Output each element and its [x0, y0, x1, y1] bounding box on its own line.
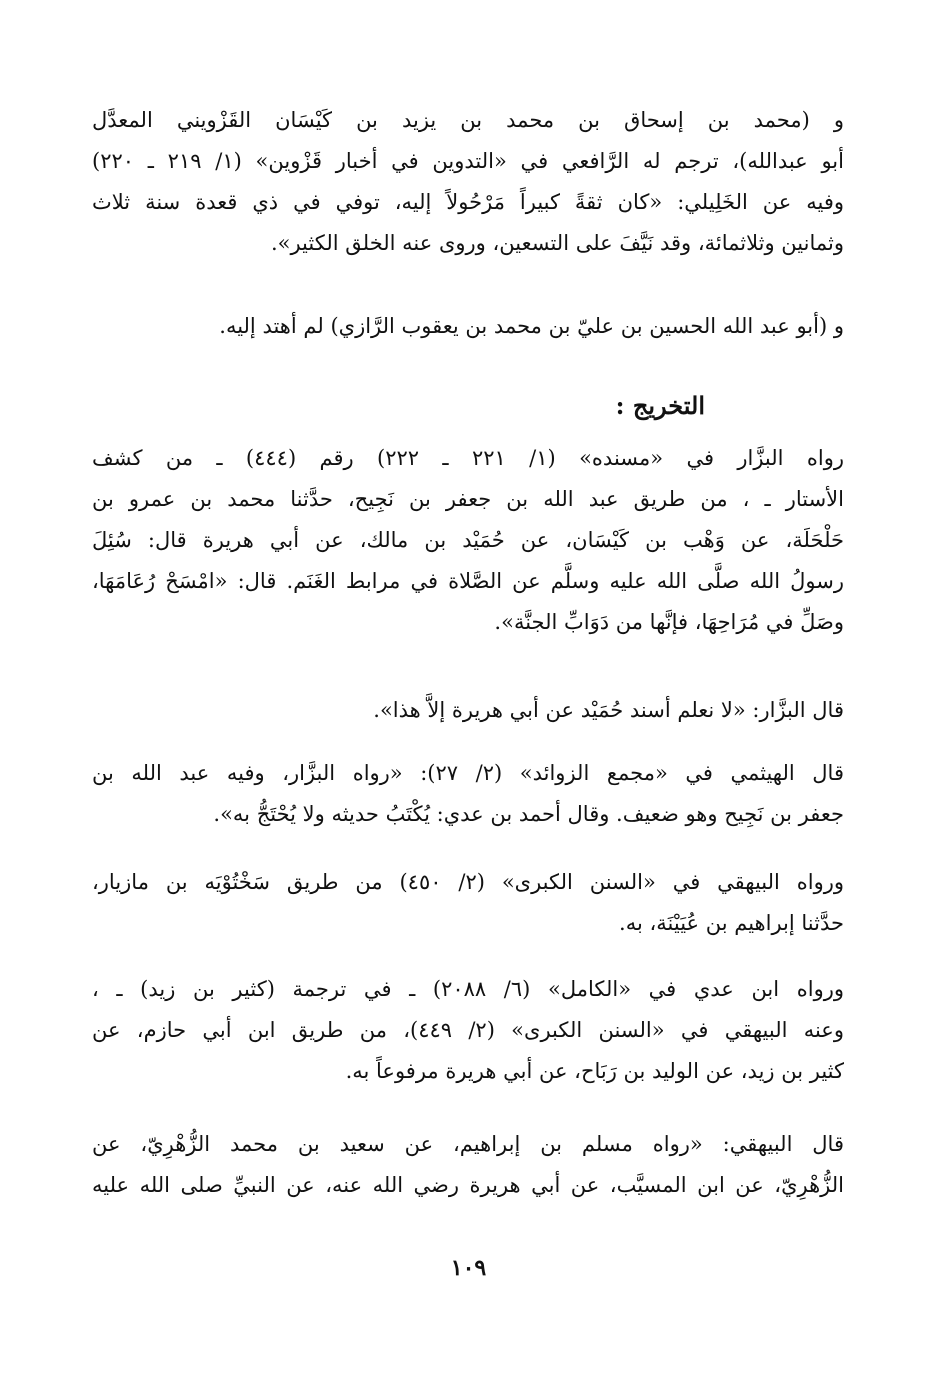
text-line: و (محمد بن إسحاق بن محمد بن يزيد بن كَيْسَان القَزْويني المعدَّل: [92, 108, 844, 132]
text-line: كثير بن زيد، عن الوليد بن رَبَاح، عن أبي هريرة مرفوعاً به.: [345, 1059, 844, 1083]
text-line: ورواه البيهقي في «السنن الكبرى» (٢/ ٤٥٠) من طريق سَخْتُوْيَه بن مازيار،: [92, 870, 844, 894]
text-line: وصَلِّ في مُرَاحِهَا، فإنَّها من دَوَابِّ الجنَّة».: [494, 610, 844, 634]
text-line: أبو عبدالله)، ترجم له الرَّافعي في «التدوين في أخبار قَزْوين» (١/ ٢١٩ ـ ٢٢٠): [92, 149, 844, 173]
text-line: حَلْحَلَة، عن وَهْب بن كَيْسَان، عن حُمَيْد بن مالك، عن أبي هريرة قال: سُئِلَ: [92, 528, 844, 552]
paragraph-bayhaqi-narration: [92, 862, 844, 944]
text-line: الأستار ـ ، من طريق عبد الله بن جعفر بن نَجِيح، حدَّثنا محمد بن عمرو بن: [92, 487, 844, 511]
text-line: قال البزَّار: «لا نعلم أسند حُمَيْد عن أبي هريرة إلاَّ هذا».: [373, 698, 844, 722]
page-number: ١٠٩: [450, 1255, 487, 1281]
text-line: وفيه عن الخَلِيلي: «كان ثقةً كبيراً مَرْحُولاً إليه، توفي في ذي قعدة سنة ثلاث: [92, 190, 844, 214]
text-line: وعنه البيهقي في «السنن الكبرى» (٢/ ٤٤٩)، من طريق ابن أبي حازم، عن: [92, 1018, 844, 1042]
paragraph-bazzar-comment: [92, 690, 844, 731]
text-line: قال الهيثمي في «مجمع الزوائد» (٢/ ٢٧): «رواه البزَّار، وفيه عبد الله بن: [92, 761, 844, 785]
text-line: ورواه ابن عدي في «الكامل» (٦/ ٢٠٨٨) ـ في ترجمة (كثير بن زيد) ـ ،: [92, 977, 844, 1001]
paragraph-ibn-adi-narration: [92, 969, 844, 1092]
text-line: و (أبو عبد الله الحسين بن عليّ بن محمد بن يعقوب الرَّازي) لم أهتد إليه.: [219, 314, 844, 338]
section-heading: التخريج :: [615, 391, 705, 420]
paragraph-haythami-comment: [92, 753, 844, 835]
text-line: رواه البزَّار في «مسنده» (١/ ٢٢١ ـ ٢٢٢) رقم (٤٤٤) ـ من كشف: [92, 446, 844, 470]
text-line: حدَّثنا إبراهيم بن عُيَيْنَة، به.: [619, 911, 844, 935]
text-line: الزُّهْرِيّ، عن ابن المسيَّب، عن أبي هريرة رضي الله عنه، عن النبيِّ صلى الله عليه: [92, 1173, 844, 1197]
paragraph-narrator-razi: [92, 306, 844, 347]
text-line: رسولُ الله صلَّى الله عليه وسلَّم عن الصَّلاة في مرابط الغَنَم. قال: «امْسَحْ رُعَامَهَا،: [92, 569, 844, 593]
paragraph-bayhaqi-comment: [92, 1124, 844, 1206]
paragraph-narrator-qazwini: [92, 100, 844, 264]
text-line: جعفر بن نَجِيح وهو ضعيف. وقال أحمد بن عدي: يُكْتَبُ حديثه ولا يُحْتَجُّ به».: [213, 802, 844, 826]
text-line: قال البيهقي: «رواه مسلم بن إبراهيم، عن سعيد بن محمد الزُّهْرِيّ، عن: [92, 1132, 844, 1156]
paragraph-bazzar-narration: [92, 438, 844, 643]
text-line: وثمانين وثلاثمائة، وقد نَيَّفَ على التسعين، وروى عنه الخلق الكثير».: [270, 231, 844, 255]
